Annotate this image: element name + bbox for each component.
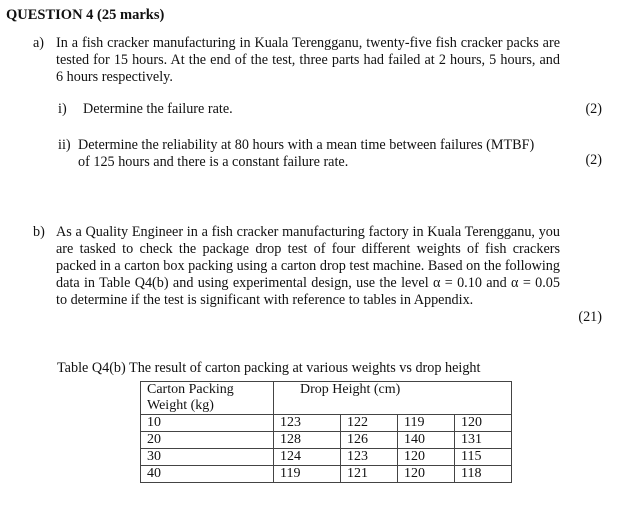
value-cell: 126 — [341, 432, 398, 449]
drop-test-table — [140, 381, 512, 483]
table-row — [141, 449, 512, 466]
table-row — [141, 466, 512, 483]
part-a-ii-text-line2: of 125 hours and there is a constant failure rate. — [78, 154, 349, 170]
header-drop-height: Drop Height (cm) — [274, 382, 512, 415]
header-weight-line1: Carton Packing — [147, 382, 234, 397]
part-a-i-text: Determine the failure rate. — [83, 101, 233, 117]
value-cell: 118 — [455, 466, 512, 483]
part-a-i-label: i) — [58, 101, 67, 117]
question-title: QUESTION 4 (25 marks) — [6, 7, 165, 23]
value-cell: 121 — [341, 466, 398, 483]
value-cell: 120 — [455, 415, 512, 432]
header-weight-line2: Weight (kg) — [147, 398, 214, 413]
weight-cell: 20 — [141, 432, 274, 449]
weight-cell: 40 — [141, 466, 274, 483]
value-cell: 115 — [455, 449, 512, 466]
part-a-label: a) — [33, 35, 45, 51]
value-cell: 123 — [341, 449, 398, 466]
part-a-text: In a fish cracker manufacturing in Kuala Terengganu, twenty-five fish cracker packs are tested for 15 hours. At the end of the test, three parts had failed at 2 hours, 5 hours, and 6 hours respectively. — [56, 35, 560, 85]
value-cell: 119 — [398, 415, 455, 432]
value-cell: 131 — [455, 432, 512, 449]
table-row — [141, 432, 512, 449]
value-cell: 128 — [274, 432, 341, 449]
value-cell: 119 — [274, 466, 341, 483]
table-header-row — [141, 382, 512, 415]
table-row — [141, 415, 512, 432]
part-b-label: b) — [33, 224, 45, 240]
part-b-text: As a Quality Engineer in a fish cracker manufacturing factory in Kuala Terengganu, you are tasked to check the package drop test of four different weights of fish crackers packed in a carton box packing using a carton drop test machine. Based on the following data in Table Q4(b) and using experimental design, use the level α = 0.10 and α = 0.05 to determine if the test is significant with reference to tables in Appendix. — [56, 224, 560, 308]
value-cell: 122 — [341, 415, 398, 432]
value-cell: 120 — [398, 449, 455, 466]
table-caption: Table Q4(b) The result of carton packing at various weights vs drop height — [57, 360, 481, 376]
value-cell: 120 — [398, 466, 455, 483]
part-b-marks: (21) — [578, 309, 602, 325]
value-cell: 123 — [274, 415, 341, 432]
weight-cell: 30 — [141, 449, 274, 466]
part-a-i-marks: (2) — [585, 101, 602, 117]
part-a-ii-marks: (2) — [585, 152, 602, 168]
value-cell: 140 — [398, 432, 455, 449]
part-a-ii-label: ii) — [58, 137, 71, 153]
weight-cell: 10 — [141, 415, 274, 432]
part-a-ii-text-line1: Determine the reliability at 80 hours with a mean time between failures (MTBF) — [78, 137, 535, 153]
header-weight — [141, 382, 274, 415]
value-cell: 124 — [274, 449, 341, 466]
